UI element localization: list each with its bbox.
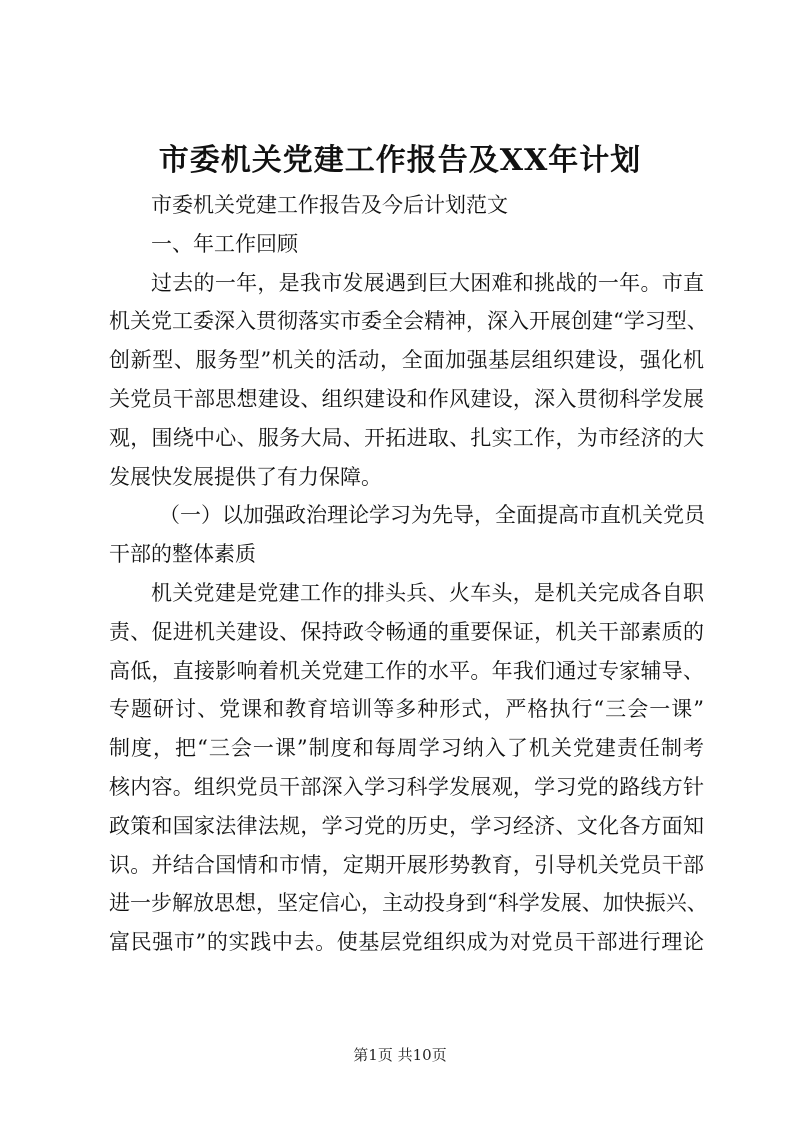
- text-line: 过去的一年，是我市发展遇到巨大困难和挑战的一年。市直: [151, 270, 704, 295]
- text-line: 观，围绕中心、服务大局、开拓进取、扎实工作，为市经济的大: [109, 425, 704, 450]
- text-line: 机关党工委深入贯彻落实市委全会精神，深入开展创建“学习型、: [109, 309, 708, 334]
- text-line: 关党员干部思想建设、组织建设和作风建设，深入贯彻科学发展: [109, 386, 704, 411]
- page-footer: 第1页 共10页: [353, 1046, 447, 1064]
- document-body: [109, 186, 708, 962]
- text-line: 识。并结合国情和市情，定期开展形势教育，引导机关党员干部: [109, 852, 704, 877]
- text-line: 市委机关党建工作报告及今后计划范文: [151, 193, 508, 217]
- text-line: 干部的整体素质: [109, 542, 256, 567]
- text-line: 核内容。组织党员干部深入学习科学发展观，学习党的路线方针: [109, 774, 704, 799]
- text-line: 专题研讨、党课和教育培训等多种形式，严格执行“三会一课”: [109, 697, 704, 722]
- text-line: 机关党建是党建工作的排头兵、火车头，是机关完成各自职: [151, 580, 704, 605]
- text-line: （一）以加强政治理论学习为先导，全面提高市直机关党员: [159, 503, 705, 528]
- text-line: 高低，直接影响着机关党建工作的水平。年我们通过专家辅导、: [109, 658, 704, 683]
- text-line: 创新型、服务型”机关的活动，全面加强基层组织建设，强化机: [109, 348, 704, 373]
- text-line: 政策和国家法律法规，学习党的历史，学习经济、文化各方面知: [109, 813, 704, 838]
- document-title: 市委机关党建工作报告及XX年计划: [158, 143, 642, 178]
- text-line: 制度，把“三会一课”制度和每周学习纳入了机关党建责任制考: [109, 736, 704, 761]
- text-line: 发展快发展提供了有力保障。: [109, 464, 382, 489]
- text-line: 进一步解放思想，坚定信心，主动投身到“科学发展、加快振兴、: [109, 891, 708, 916]
- text-line: 一、年工作回顾: [151, 231, 298, 256]
- text-line: 责、促进机关建设、保持政令畅通的重要保证，机关干部素质的: [109, 619, 704, 644]
- text-line: 富民强市”的实践中去。使基层党组织成为对党员干部进行理论: [109, 930, 704, 955]
